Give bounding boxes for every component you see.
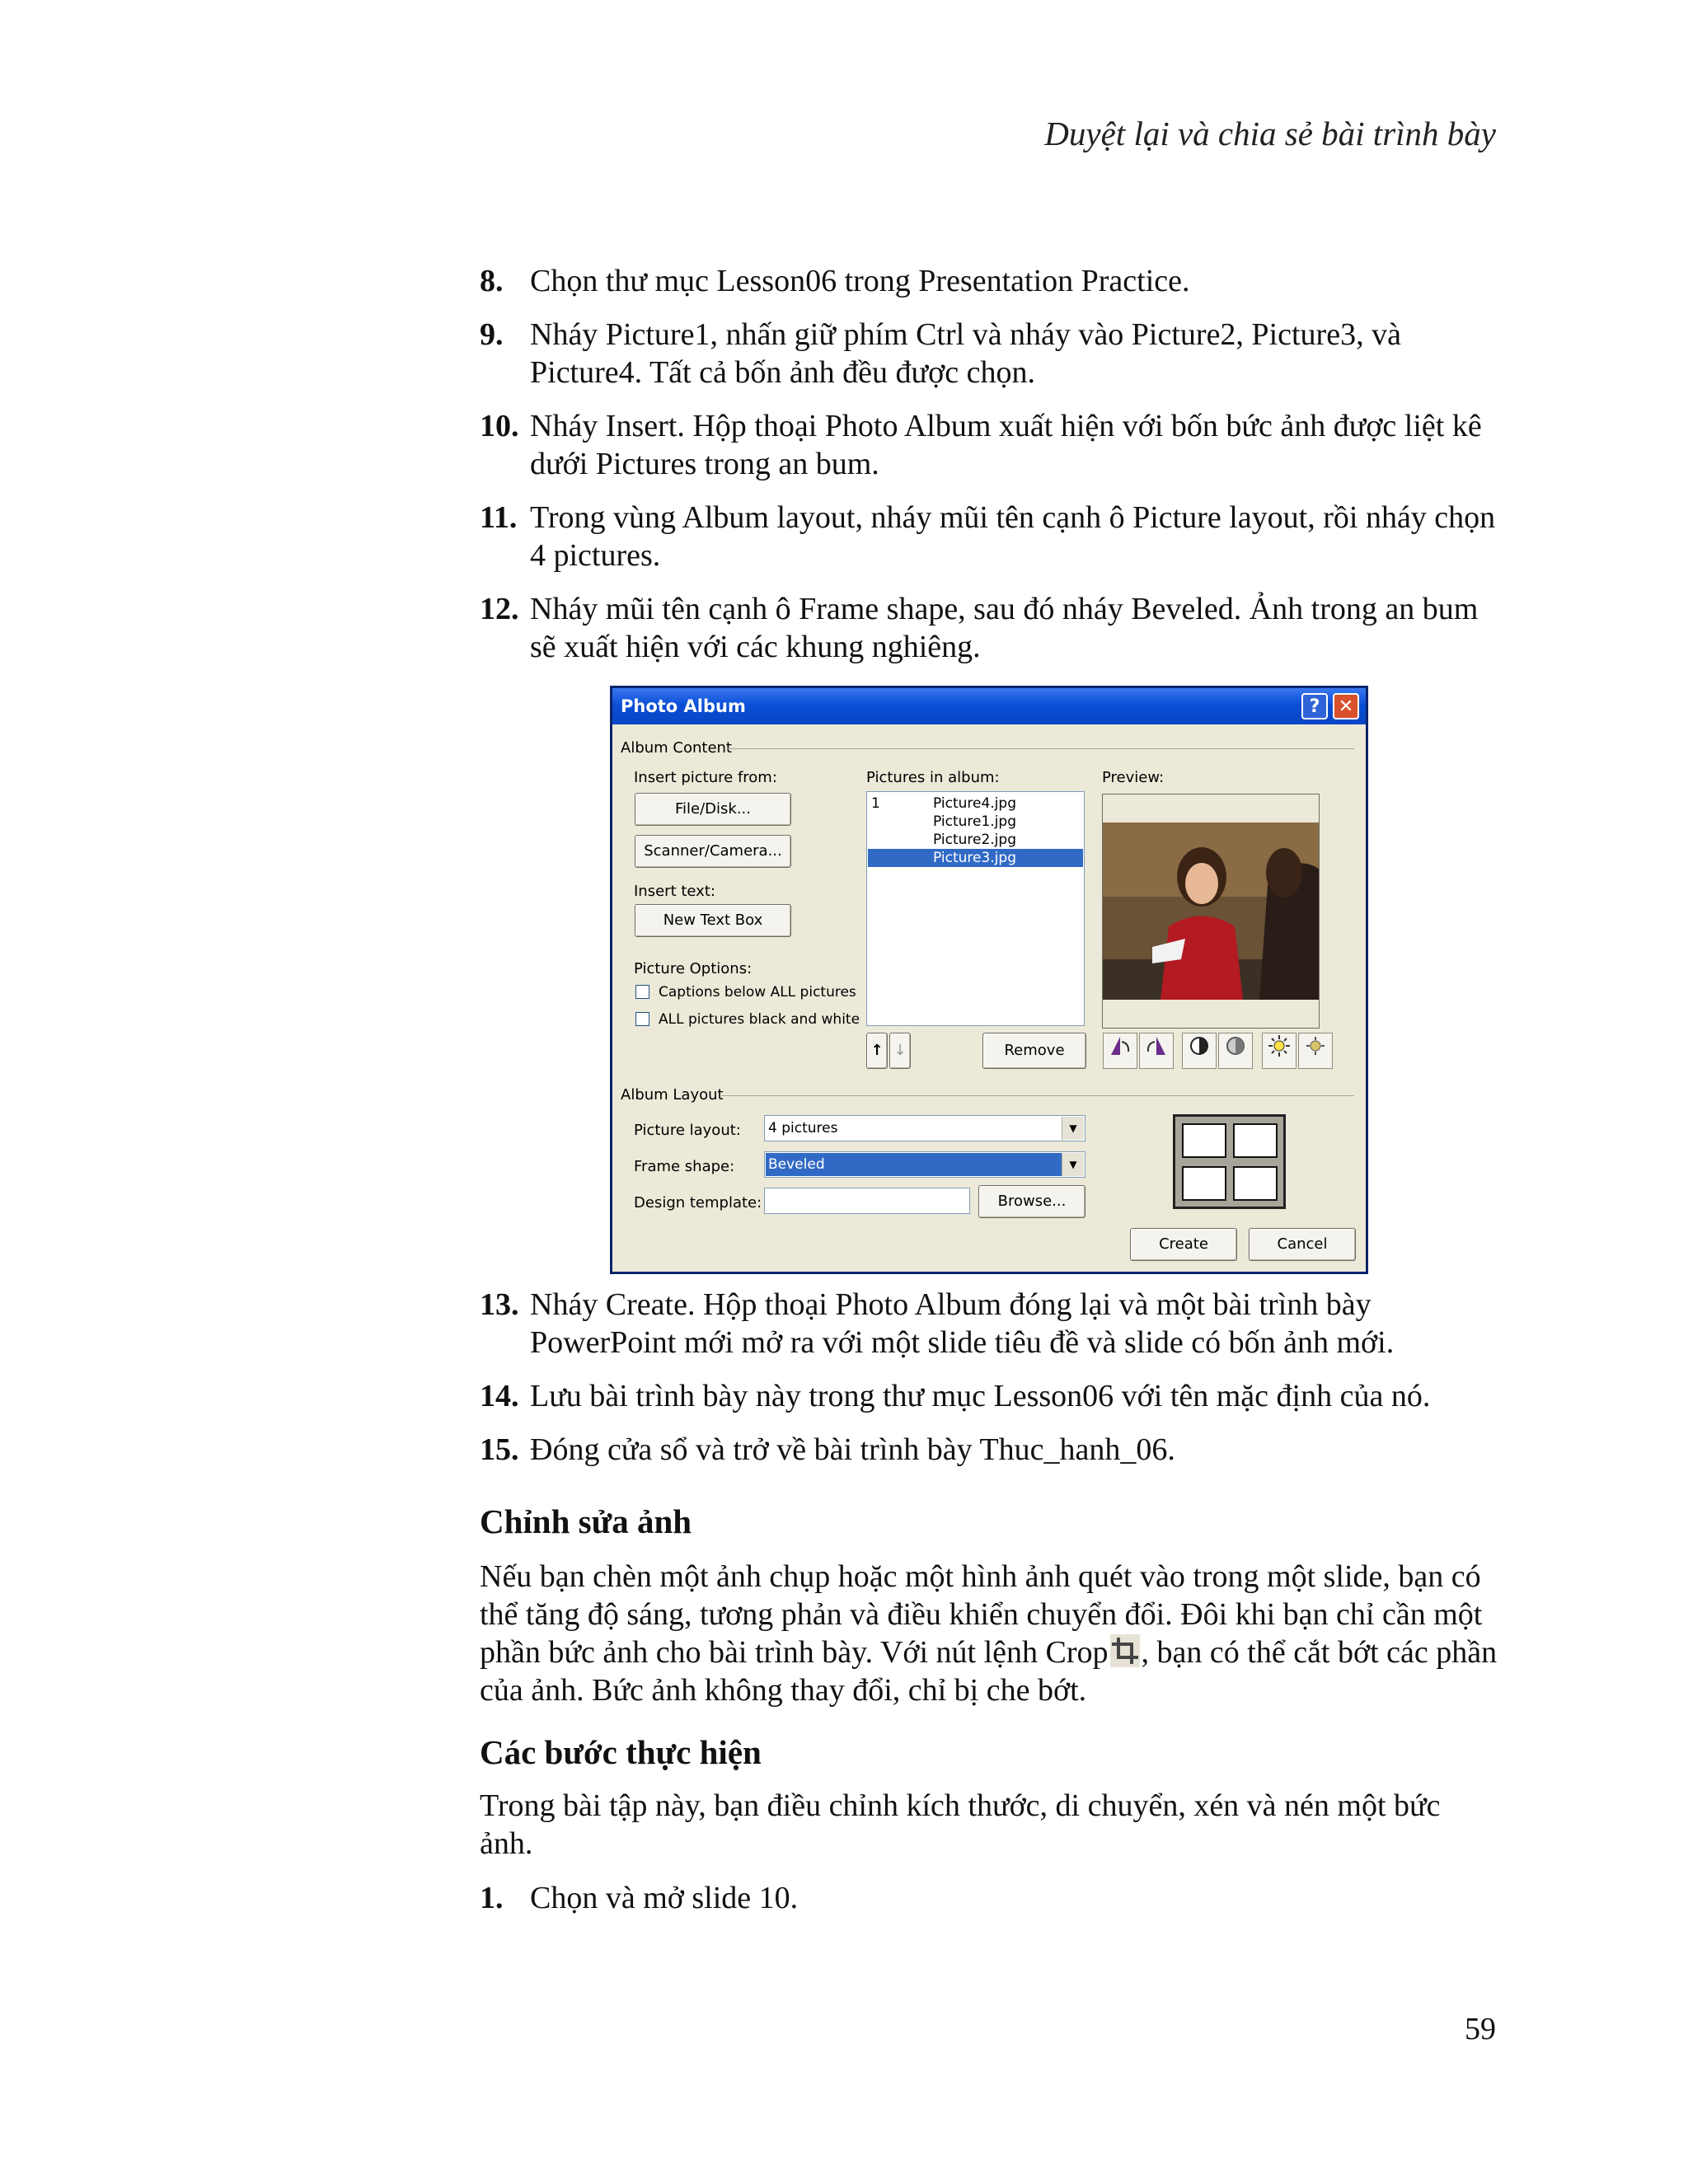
picture-options-label: Picture Options:	[634, 960, 753, 977]
paragraph-text-after: , bạn có thể cắt bớt các phần của ảnh. Bức ảnh không thay đổi, chỉ bị che bớt.	[480, 1635, 1498, 1708]
layout-cell	[1233, 1123, 1278, 1158]
step-number: 1.	[480, 1881, 504, 1915]
group-divider	[728, 748, 1354, 749]
layout-preview	[1173, 1114, 1286, 1209]
list-index: 1	[871, 795, 880, 812]
step-number: 9.	[480, 317, 504, 352]
step-11	[480, 499, 1498, 574]
file-disk-button[interactable]: File/Disk...	[635, 793, 791, 826]
more-contrast-icon[interactable]	[1182, 1033, 1217, 1069]
album-layout-group-label: Album Layout	[621, 1086, 724, 1104]
frame-shape-value: Beveled	[766, 1153, 1062, 1176]
preview-pane	[1102, 794, 1320, 1029]
less-brightness-icon[interactable]	[1298, 1033, 1333, 1069]
browse-button[interactable]: Browse...	[978, 1185, 1085, 1218]
preview-label: Preview:	[1102, 769, 1165, 786]
step-number: 10.	[480, 409, 519, 443]
remove-button[interactable]: Remove	[982, 1033, 1086, 1069]
picture-layout-value: 4 pictures	[768, 1120, 838, 1137]
list-item[interactable]: Picture4.jpg	[933, 795, 1016, 812]
layout-cell	[1233, 1166, 1278, 1201]
step-1	[480, 1879, 1498, 1917]
step-12	[480, 590, 1498, 666]
step-10	[480, 407, 1498, 483]
black-white-checkbox[interactable]	[635, 1012, 649, 1026]
step-15	[480, 1431, 1498, 1469]
step-text: Chọn thư mục Lesson06 trong Presentation Practice.	[530, 264, 1190, 298]
close-button[interactable]: ✕	[1333, 693, 1359, 719]
dialog-title: Photo Album	[621, 696, 746, 716]
section-paragraph	[480, 1558, 1498, 1709]
list-item-selected[interactable]: Picture3.jpg	[868, 849, 1083, 867]
list-item[interactable]: Picture1.jpg	[933, 813, 1016, 830]
less-contrast-icon[interactable]	[1218, 1033, 1253, 1069]
create-button[interactable]: Create	[1130, 1228, 1237, 1261]
design-template-label: Design template:	[634, 1194, 762, 1212]
design-template-input[interactable]	[764, 1188, 970, 1214]
picture-layout-select[interactable]	[764, 1115, 1085, 1141]
dialog-titlebar	[612, 688, 1366, 724]
insert-picture-label: Insert picture from:	[634, 769, 777, 786]
move-up-button[interactable]: ↑	[866, 1033, 888, 1069]
step-text: Nháy Picture1, nhấn giữ phím Ctrl và nháy vào Picture2, Picture3, và Picture4. Tất cả bốn ảnh đều được chọn.	[530, 317, 1401, 390]
scanner-camera-button[interactable]: Scanner/Camera...	[635, 835, 791, 868]
section-paragraph-2: Trong bài tập này, bạn điều chỉnh kích thước, di chuyển, xén và nén một bức ảnh.	[480, 1788, 1441, 1861]
photo-album-dialog	[610, 686, 1368, 1274]
frame-shape-select[interactable]	[764, 1151, 1085, 1178]
picture-layout-label: Picture layout:	[634, 1122, 741, 1139]
section-heading-edit-photo: Chỉnh sửa ảnh	[480, 1502, 692, 1540]
album-content-group-label: Album Content	[621, 739, 732, 757]
step-number: 14.	[480, 1379, 519, 1413]
pictures-in-album-label: Pictures in album:	[866, 769, 1000, 786]
step-9	[480, 316, 1498, 391]
step-number: 11.	[480, 500, 518, 535]
step-number: 8.	[480, 264, 504, 298]
step-text: Nháy mũi tên cạnh ô Frame shape, sau đó nháy Beveled. Ảnh trong an bum sẽ xuất hiện với các khung nghiêng.	[530, 592, 1479, 664]
pictures-listbox[interactable]	[866, 791, 1085, 1026]
page-number: 59	[1465, 2012, 1496, 2046]
step-14	[480, 1377, 1498, 1415]
preview-photo-image	[1103, 794, 1319, 1028]
chevron-down-icon[interactable]: ▼	[1062, 1117, 1084, 1140]
step-number: 12.	[480, 592, 519, 626]
layout-cell	[1182, 1166, 1226, 1201]
paragraph-text-before: Nếu bạn chèn một ảnh chụp hoặc một hình ảnh quét vào trong một slide, bạn có thể tăng độ sáng, tương phản và điều khiển chuyển đổi. Đôi khi bạn chỉ cần một phần bức ảnh cho bài trình bày. Với nút lệnh Crop	[480, 1559, 1483, 1670]
step-text: Đóng cửa sổ và trở về bài trình bày Thuc_hanh_06.	[530, 1432, 1175, 1467]
step-number: 15.	[480, 1432, 519, 1467]
step-8	[480, 262, 1498, 300]
step-number: 13.	[480, 1287, 519, 1322]
black-white-checkbox-label: ALL pictures black and white	[659, 1011, 860, 1028]
insert-text-label: Insert text:	[634, 883, 715, 900]
step-13	[480, 1286, 1498, 1361]
section-heading-steps: Các bước thực hiện	[480, 1733, 762, 1771]
step-text: Lưu bài trình bày này trong thư mục Lesson06 với tên mặc định của nó.	[530, 1379, 1431, 1413]
layout-cell	[1182, 1123, 1226, 1158]
step-text: Trong vùng Album layout, nháy mũi tên cạnh ô Picture layout, rồi nháy chọn 4 pictures.	[530, 500, 1496, 573]
new-text-box-button[interactable]: New Text Box	[635, 904, 791, 937]
more-brightness-icon[interactable]	[1262, 1033, 1296, 1069]
captions-checkbox-label: Captions below ALL pictures	[659, 984, 856, 1001]
list-item[interactable]: Picture2.jpg	[933, 832, 1016, 848]
frame-shape-label: Frame shape:	[634, 1158, 735, 1175]
crop-icon	[1110, 1634, 1140, 1667]
step-text: Nháy Create. Hộp thoại Photo Album đóng lại và một bài trình bày PowerPoint mới mở ra với một slide tiêu đề và slide có bốn ảnh mới.	[530, 1287, 1395, 1360]
chevron-down-icon[interactable]: ▼	[1062, 1153, 1084, 1176]
rotate-left-icon[interactable]	[1103, 1033, 1137, 1069]
captions-checkbox[interactable]	[635, 985, 649, 999]
step-text: Nháy Insert. Hộp thoại Photo Album xuất hiện với bốn bức ảnh được liệt kê dưới Pictures trong an bum.	[530, 409, 1482, 481]
running-header: Duyệt lại và chia sẻ bài trình bày	[1044, 115, 1496, 152]
move-down-button[interactable]: ↓	[889, 1033, 911, 1069]
rotate-right-icon[interactable]	[1139, 1033, 1174, 1069]
group-divider	[721, 1095, 1354, 1096]
cancel-button[interactable]: Cancel	[1249, 1228, 1356, 1261]
step-text: Chọn và mở slide 10.	[530, 1881, 799, 1915]
help-button[interactable]: ?	[1301, 693, 1328, 719]
